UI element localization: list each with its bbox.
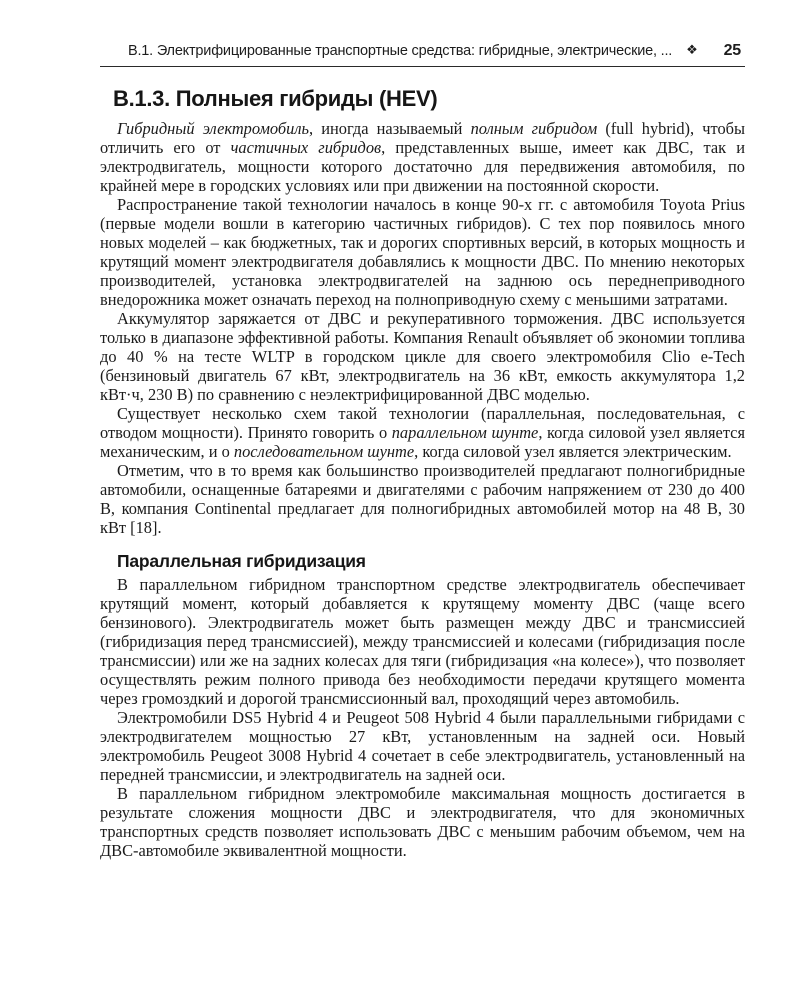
section-title: В.1.3. Полныея гибриды (HEV)	[113, 86, 438, 111]
text-run: В параллельном гибридном транспортном средстве электродвигатель обеспечивает крутящий момент, который добавляется к крутящему моменту ДВС (чаще всего бензинового). Электродвигатель может быть размещен между ДВС и трансмиссией (гибридизация перед трансмиссией), между трансмиссией и колесами (гибридизация после трансмиссии) или же на задних колесах для тяги (гибридизация «на колесе»), что позволяет осуществлять режим полного привода без необходимости передачи крутящего момента через громоздкий и дорогой трансмиссионный вал, проходящий через автомобиль.	[100, 575, 745, 708]
paragraph	[100, 575, 745, 708]
text-run: , иногда называемый	[308, 119, 471, 138]
italic-term: параллельном шунте	[391, 423, 539, 442]
subsection-title: Параллельная гибридизация	[117, 551, 366, 571]
italic-term: частичных гибридов	[230, 138, 382, 157]
page-header	[100, 42, 745, 67]
italic-term: Гибридный электромобиль	[117, 119, 309, 138]
subsection-body	[100, 575, 745, 860]
paragraph	[100, 461, 745, 537]
text-run: Существует несколько схем такой технологии (параллельная, последовательная, с отводом мощности). Принято говорить о	[100, 404, 745, 442]
page-number: 25	[723, 42, 741, 59]
paragraph	[100, 404, 745, 461]
paragraph	[100, 195, 745, 309]
text-run: , представленных выше, имеет как ДВС, так и электродвигатель, мощности которого достаточно для передвижения автомобиля, по крайней мере в городских условиях или при движении на постоянной скорости.	[100, 138, 745, 195]
text-run: Электромобили DS5 Hybrid 4 и Peugeot 508 Hybrid 4 были параллельными гибридами с электродвигателем мощностью 27 кВт, установленным на задней оси. Новый электромобиль Peugeot 3008 Hybrid 4 сочетает в себе электродвигатель, установленный на передней трансмиссии, и электродвигатель на задней оси.	[100, 708, 745, 784]
text-run: Распространение такой технологии началось в конце 90-х гг. с автомобиля Toyota Prius (первые модели вошли в категорию частичных гибридов). С тех пор появилось много новых моделей – как бюджетных, так и дорогих спортивных версий, в которых мощность и крутящий момент электродвигателя добавлялись к мощности ДВС. По мнению некоторых производителей, установка электродвигателей на заднюю ось переднеприводного внедорожника может означать переход на полноприводную схему с меньшими затратами.	[100, 195, 745, 309]
text-run: Отметим, что в то время как большинство производителей предлагают полногибридные автомобили, оснащенные батареями и двигателями с рабочим напряжением от 230 до 400 В, компания Continental предлагает для полногибридных автомобилей мотор на 48 В, 30 кВт [18].	[100, 461, 745, 537]
paragraph	[100, 784, 745, 860]
page-content	[100, 119, 745, 860]
diamond-separator-icon: ❖	[686, 42, 698, 57]
italic-term: последовательном шунте	[233, 442, 415, 461]
paragraph	[100, 708, 745, 784]
text-run: В параллельном гибридном электромобиле максимальная мощность достигается в результате сложения мощности ДВС и электродвигателя, что для экономичных транспортных средств позволяет использовать ДВС с меньшим рабочим объемом, чем на ДВС-автомобиле эквивалентной мощности.	[100, 784, 745, 860]
running-title: В.1. Электрифицированные транспортные средства: гибридные, электрические, ...	[128, 43, 673, 59]
italic-term: полным гибридом	[470, 119, 598, 138]
paragraph	[100, 119, 745, 195]
text-run: , когда силовой узел является механическим, и о	[100, 423, 745, 461]
text-run: , когда силовой узел является электрическим.	[414, 442, 732, 461]
text-run: Аккумулятор заряжается от ДВС и рекуперативного торможения. ДВС используется только в диапазоне эффективной работы. Компания Renault объявляет об экономии топлива до 40 % на тесте WLTP в городском цикле для своего электромобиля Clio e-Tech (бензиновый двигатель 67 кВт, электродвигатель на 36 кВт, емкость аккумулятора 1,2 кВт·ч, 230 В) по сравнению с неэлектрифицированной ДВС моделью.	[100, 309, 745, 404]
paragraph	[100, 309, 745, 404]
intro-body	[100, 119, 745, 537]
text-run: (full hybrid), чтобы отличить его от	[100, 119, 746, 157]
